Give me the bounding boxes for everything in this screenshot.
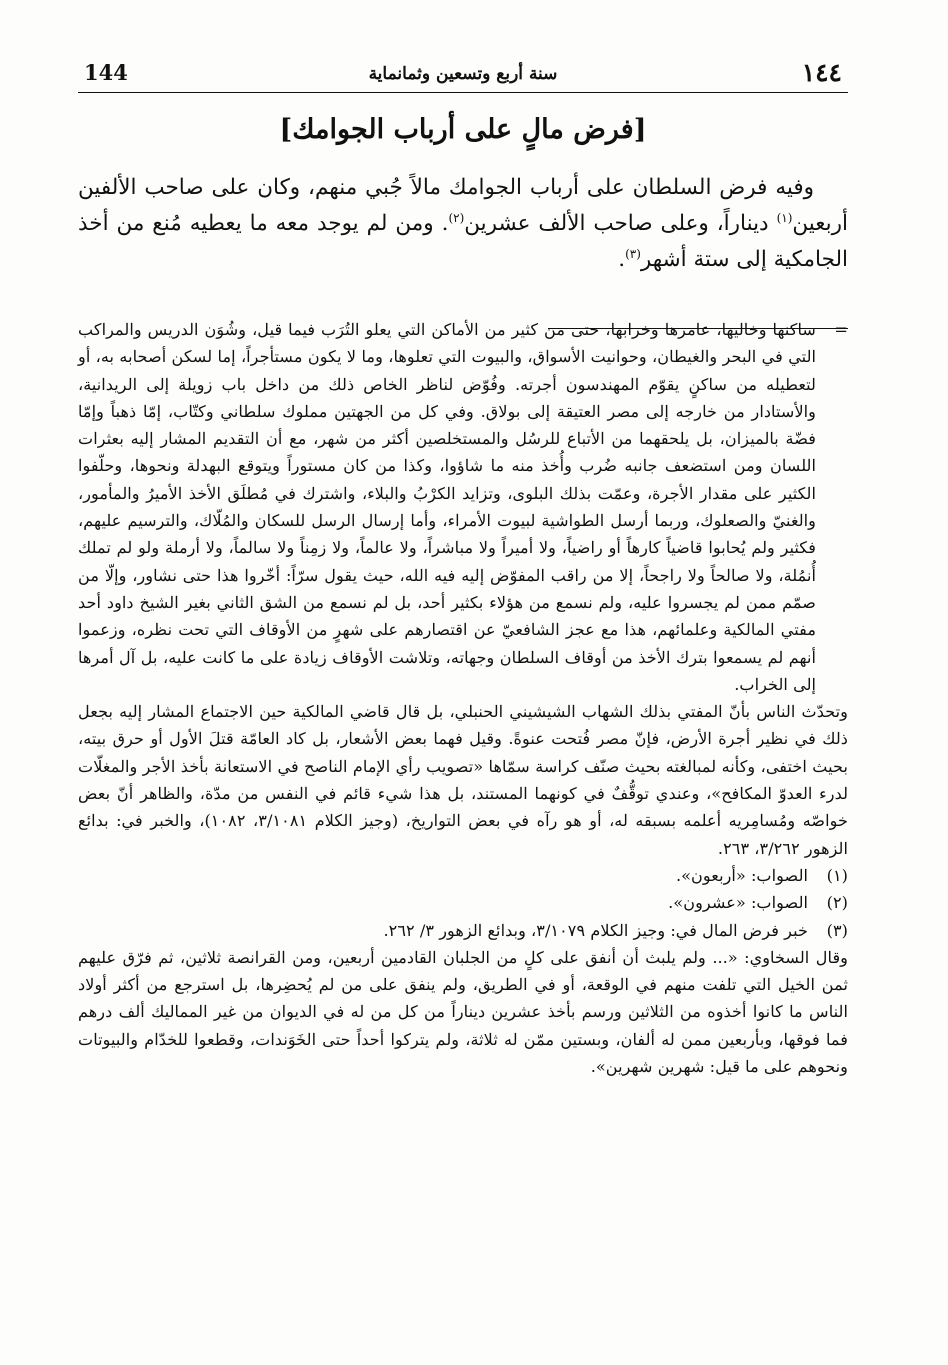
footnote-3-continuation: وقال السخاوي: «... ولم يلبث أن أنفق على كلٍ من الجلبان القادمين أربعين، ومن القرانصة ثلاثين، ثم فرّق عليهم ثمن الخيل التي تلفت منهم في الوقعة، أو في الطريق، ولم ينفق على من لم يُحضِرها، بل استرجع من أكثر أولاد الناس ما كانوا أخذوه من الثلاثين ورسم بأخذ عشرين ديناراً من كل من له في الديوان من غير المماليك ألف درهم فما فوقها، وبأربعين ممن له ألفان، وبستين ممّن له ثلاثة، ولم يتركوا أحداً حتى الخَوَندات، وقطعوا للخدّام والبيوتات ونحوهم على ما قيل: شهرين شهرين». <box>78 947 848 1077</box>
body-text-1: وفيه فرض السلطان على أرباب الجوامك مالاً جُبي منهم، وكان على صاحب الألفين أربعين <box>78 175 848 236</box>
footnote-ref-2: (٢) <box>448 210 465 225</box>
footnote-paragraph: وتحدّث الناس بأنّ المفتي بذلك الشهاب الشيشيني الحنبلي، بل قال قاضي المالكية حين الاجتماع المشار إليه بجعل ذلك في نظير أجرة الأرض، فإنّ مصر فُتحت عنوةً. وقيل فهما بعض الأشعار، بل كاد العامّة قتلَ الأول أو حرق بيته، بحيث اختفى، وكأنه لمبالغته بحيث صنّف كراسة سمّاها «تصويب رأي الإمام الناصح في الاستعانة بأخذ الأجر والمغلّات لدرء العدوّ المكافح»، وعندي توقُّفٌ في كونهما المستند، بل هذا شيء قائم في النفس من مدّة، والظاهر أنّ بعض خواصّه ومُسامِريه أعلمه بسبقه له، أو هو رآه في بعض التواريخ، (وجيز الكلام ٣/١٠٨١، ١٠٨٢)، والخبر في: بدائع الزهور ٣/٢٦٢، ٢٦٣. <box>78 702 848 858</box>
page-number-latin: 144 <box>84 60 128 85</box>
body-text-4: . <box>618 247 626 272</box>
running-head: سنة أربع وتسعين وثمانماية <box>368 64 558 84</box>
footnote-text: الصواب: «أربعون». <box>676 865 808 885</box>
footnote-number: (١) <box>826 865 848 885</box>
footnote-number: (٢) <box>826 893 848 913</box>
footnote-text: الصواب: «عشرون». <box>668 893 808 913</box>
continued-footnote <box>78 316 848 698</box>
footnote-3 <box>78 917 848 944</box>
footnote-number: (٣) <box>826 920 848 940</box>
main-text <box>78 170 848 278</box>
page-number-arabic: ١٤٤ <box>801 58 842 87</box>
continued-footnote-text: ساكنها وخاليها، عامرها وخرابها، حتى من كثير من الأماكن التي يعلو التُرَب فيما قيل، وشُوَن الدريس والمراكب التي في البحر والغيطان، وحوانيت الأسواق، والبيوت التي تعلوها، وما لا يكون مستأجراً، إما لسكن أصحابه به، أو لتعطيله من ساكنٍ يقوّم المهندسون أجرته. وفُوّض لناظر الخاص ذلك من داخل باب زويلة إلى الريدانية، والأستادار من خارجه إلى مصر العتيقة إلى بولاق. وفي كل من الجهتين مملوك سلطاني وكتّاب، إمّا ذهباً وإمّا فضّة بالميزان، بل يلحقهما من الأتباع للرسُل والمستخلصين أكثر من شهر، مع أن التقديم المشار إليه بعثرات اللسان ومن استضعف جانبه ضُرب وأُخذ منه ما شاؤوا، وكذا من كان مستوراً ويتوقع البهدلة ونحوها، وحلّفوا الكثير على مقدار الأجرة، وعمّت بذلك البلوى، وتزايد الكرْبُ والبلاء، واشترك في مُطلَق الأخذ الأميرُ والمأمور، والغنيّ والصعلوك، وربما أرسل الطواشية لبيوت الأمراء، وأما إرسال الرسل للسكان والمُلّاك، والترسيم عليهم، فكثير ولم يُحابوا قاضياً كارهاً أو راضياً، ولا أميراً ولا مباشراً، ولا عالماً، ولا زمِناً ولا سالماً، ولا أرملة ولو لم تملك أُنمُلة، ولا صالحاً ولا راجحاً، إلا من راقب المفوّض إليه فيه الله، حيث يقول سرّاً: أخّروا هذا حتى نشاور، وإلّا من صمّم ممن لم يجسروا عليه، ولم نسمع من هؤلاء بكثير أحد، بل لم نسمع من الشق الثاني بغير الشيخ داود أحد مفتي المالكية وعلمائهم، هذا مع عجز الشافعيّ عن اقتصارهم على شهرٍ من الأوقاف التي تحت نظره، وزعموا أنهم لم يسمعوا بترك الأخذ من أوقاف السلطان وجهاته، وتلاشت الأوقاف زيادة على ما كانت عليه، بل آل أمرها إلى الخراب. <box>78 320 816 694</box>
footnotes-area <box>78 316 848 1080</box>
page-header <box>78 58 848 93</box>
footnote-ref-3: (٣) <box>625 246 641 261</box>
section-title: [فرض مالٍ على أرباب الجوامك] <box>279 114 647 145</box>
body-text-3: . ومن لم يوجد معه ما يعطيه مُنع من أخذ الجامكية إلى ستة أشهر <box>78 211 848 272</box>
footnote-1 <box>78 862 848 889</box>
footnote-ref-1: (١) <box>776 210 793 225</box>
continuation-marker: = <box>834 320 848 339</box>
footnote-2 <box>78 889 848 916</box>
body-text-2: ديناراً، وعلى صاحب الألف عشرين <box>464 211 777 236</box>
footnote-text: خبر فرض المال في: وجيز الكلام ٣/١٠٧٩، وبدائع الزهور ٣/ ٢٦٢. <box>383 920 808 940</box>
body-paragraph <box>78 170 848 278</box>
